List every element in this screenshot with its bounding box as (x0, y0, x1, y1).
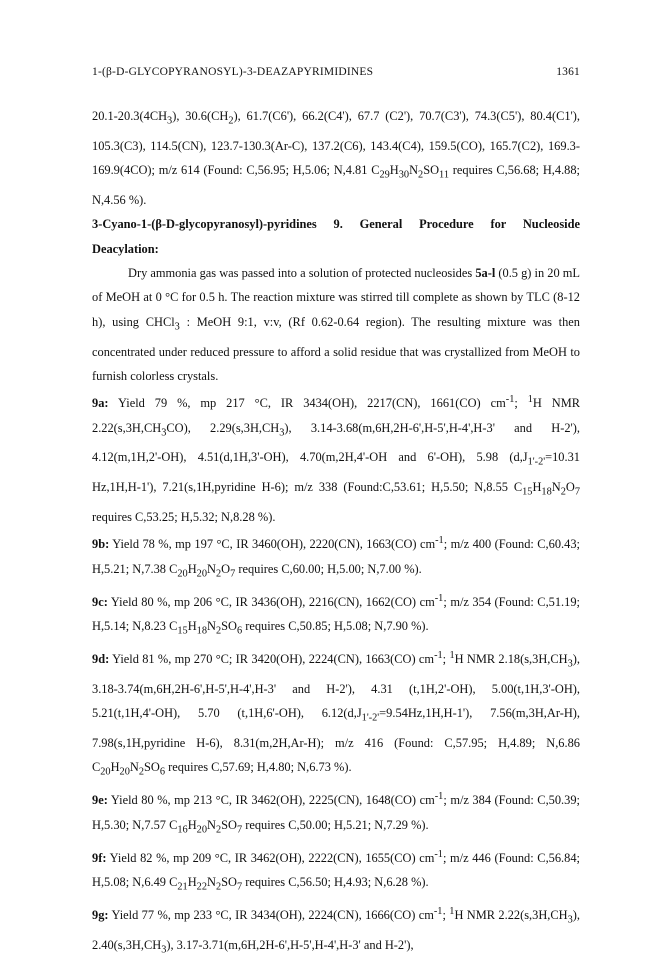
paragraph-continuation: $20.1-20.3(4CH_3)$, $30.6(CH_2)$, 61.7(C6'), 66.2(C4'), 67.7 (C2'), 70.7(C3'), 74.3(C5'), 80.4(C1'), 105.3(C3), 114.5(CN), 123.7-130.3(Ar-C), 137.2(C6), 143.4(C4), 159.5(CO), 165.7(C2), 169.3-169.9(4CO); m/z 614 (Found: C,56.95; H,5.06; N,4.81 $C_{29}H_{30}N_2SO_{11}$ requires C,56.68; H,4.88; N,4.56 %). (92, 109, 581, 207)
page-number: 1361 (556, 66, 580, 78)
running-title: 1-(β-D-GLYCOPYRANOSYL)-3-DEAZAPYRIMIDINES (92, 66, 374, 78)
compound-9e-data: 9e: Yield 80 %, mp 213 °C, IR 3462(OH), 2225(CN), 1648(CO) $cm^{-1}$; m/z 384 (Found: C,50.39; H,5.30; N,7.57 $C_{16}H_{20}N_2SO_7$ requires C,50.00; H,5.21; N,7.29 %). (92, 791, 580, 836)
compound-9c-data: 9c: Yield 80 %, mp 206 °C, IR 3436(OH), 2216(CN), 1662(CO) $cm^{-1}$; m/z 354 (Found: C,51.19; H,5.14; N,8.23 $C_{15}H_{18}N_2SO_6$ requires C,50.85; H,5.08; N,7.90 %). (92, 592, 580, 637)
compound-9d-data: 9d: Yield 81 %, mp 270 °C; IR 3420(OH), 2224(CN), 1663(CO) $cm^{-1}$; $^1$H NMR $2.18(s,3H,CH_3)$, 3.18-3.74(m,6H,2H-6',H-5',H-4',H-3' and H-2'), 4.31 (t,1H,2'-OH), 5.00(t,1H,3'-OH), 5.21(t,1H,4'-OH), 5.70 (t,1H,6'-OH), $6.12(d,J_{1'-2'}=9.54Hz,1H,H-1')$, 7.56(m,3H,Ar-H), 7.98(s,1H,pyridine H-6), 8.31(m,2H,Ar-H); m/z 416 (Found: C,57.95; H,4.89; N,6.86 $C_{20}H_{20}N_2SO_6$ requires C,57.69; H,4.80; N,6.73 %). (92, 650, 581, 778)
page-body (92, 104, 580, 963)
compound-9f-data: 9f: Yield 82 %, mp 209 °C, IR 3462(OH), 2222(CN), 1655(CO) $cm^{-1}$; m/z 446 (Found: C,56.84; H,5.08; N,6.49 $C_{21}H_{22}N_2SO_7$ requires C,56.50; H,4.93; N,6.28 %). (92, 848, 580, 893)
page-header (92, 66, 580, 78)
compound-9g-data: 9g: Yield 77 %, mp 233 °C, IR 3434(OH), 2224(CN), 1666(CO) $cm^{-1}$; $^1$H NMR $2.22(s,3H,CH_3)$, $2.40(s,3H,CH_3)$, 3.17-3.71(m,6H,2H-6',H-5',H-4',H-3' and H-2'), (92, 905, 580, 956)
compound-9a-data: 9a: Yield 79 %, mp 217 °C, IR 3434(OH), 2217(CN), 1661(CO) $cm^{-1}$; $^1$H NMR $2.22(s,3H,CH_3CO)$, $2.29(s,3H,CH_3)$, 3.14-3.68(m,6H,2H-6',H-5',H-4',H-3' and H-2'), 4.12(m,1H,2'-OH), 4.51(d,1H,3'-OH), 4.70(m,2H,4'-OH and 6'-OH), 5.98 ($d,J_{1'-2'}=10.31$ Hz,1H,H-1'), 7.21(s,1H,pyridine H-6); m/z 338 (Found:C,53.61; H,5.50; N,8.55 $C_{15}H_{18}N_2O_7$ requires C,53.25; H,5.32; N,8.28 %). (92, 394, 581, 525)
procedure-paragraph: Dry ammonia gas was passed into a solution of protected nucleosides 5a-l (0.5 g) in 20 mL of MeOH at 0 °C for 0.5 h. The reaction mixture was stirred till complete as shown by TLC (8-12 h), using CHCl$_3$ : MeOH 9:1, v:v, (Rf 0.62-0.64 region). The resulting mixture was then concentrated under reduced pressure to afford a solid residue that was crystallized from MeOH to furnish colorless crystals. (92, 266, 581, 383)
section-heading: 3-Cyano-1-(β-D-glycopyranosyl)-pyridines 9. General Procedure for Nucleoside Deacylation: (92, 217, 580, 256)
compound-9b-data: 9b: Yield 78 %, mp 197 °C, IR 3460(OH), 2220(CN), 1663(CO) $cm^{-1}$; m/z 400 (Found: C,60.43; H,5.21; N,7.38 $C_{20}H_{20}N_2O_7$ requires C,60.00; H,5.00; N,7.00 %). (92, 535, 580, 580)
